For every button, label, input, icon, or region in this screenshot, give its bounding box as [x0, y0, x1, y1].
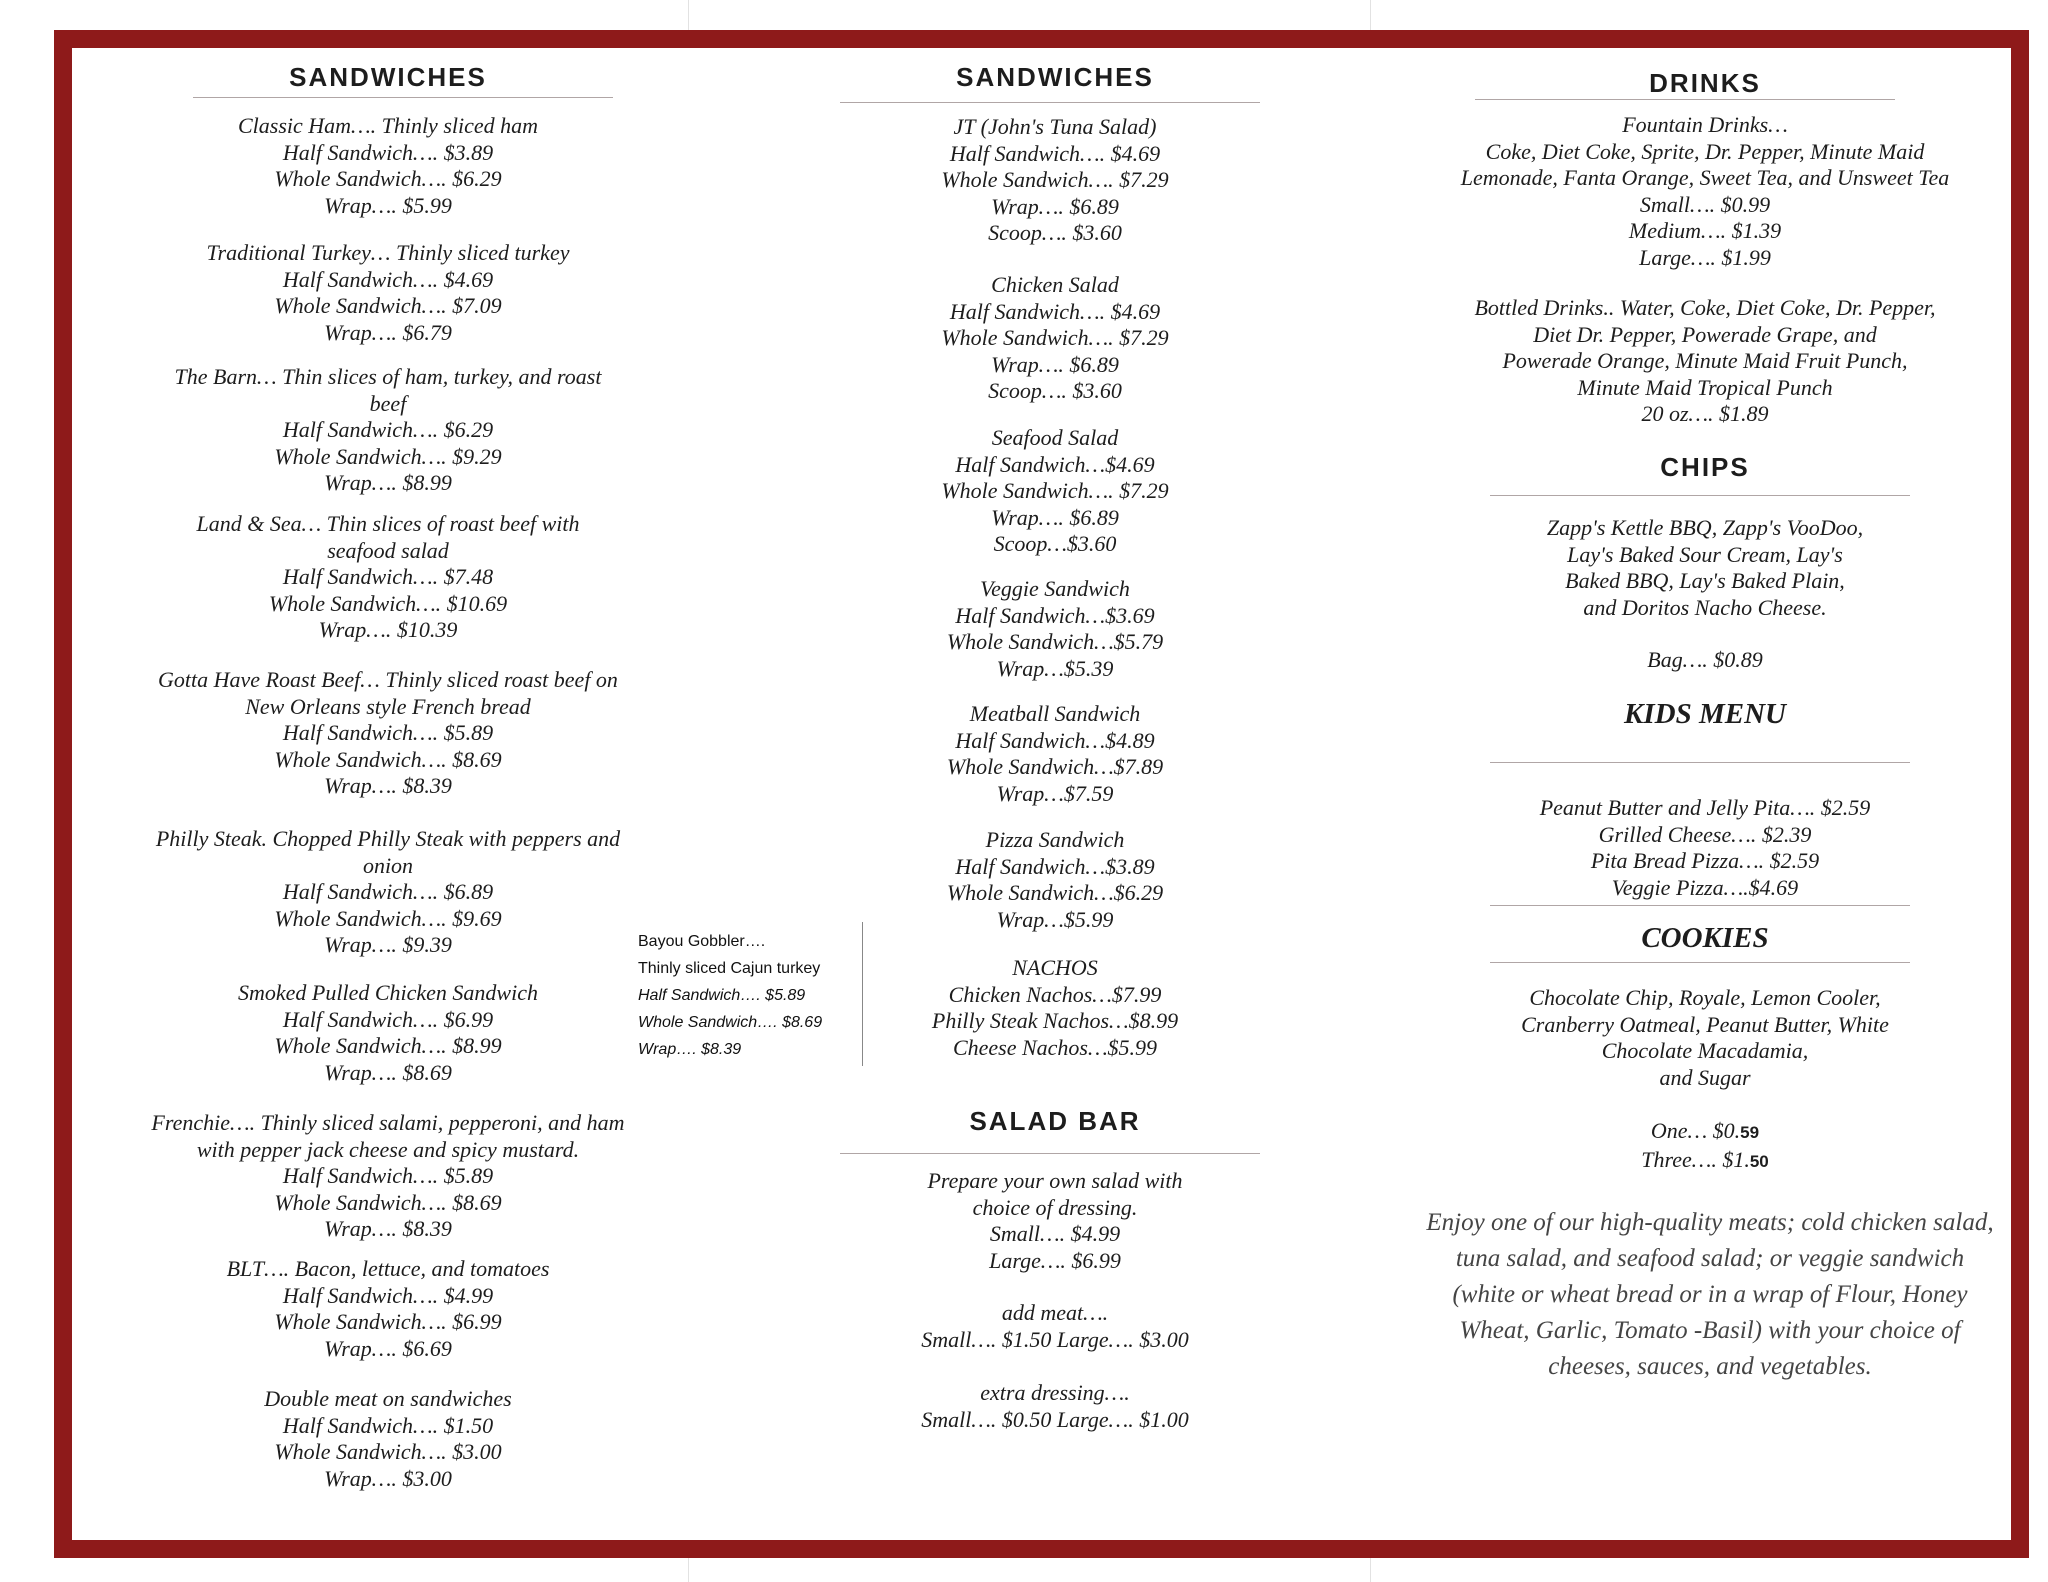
three-cookie-price: [1410, 1147, 2000, 1176]
item-title: The Barn… Thin slices of ham, turkey, and roast beef: [174, 364, 602, 416]
item-title: BLT…. Bacon, lettuce, and tomatoes: [226, 1256, 550, 1281]
small-price: Small…. $0.99: [1639, 191, 1771, 217]
item-title: Traditional Turkey… Thinly sliced turkey: [206, 240, 570, 265]
nachos-line: Cheese Nachos…$5.99: [952, 1034, 1158, 1060]
item-title: Chicken Salad: [991, 272, 1119, 297]
item-title: JT (John's Tuna Salad): [953, 114, 1157, 139]
half-price: Half Sandwich…. $4.99: [282, 1282, 494, 1308]
wrap-price: Wrap…$5.39: [996, 655, 1114, 681]
half-price: Half Sandwich…$3.89: [955, 853, 1155, 879]
chips-section: [1410, 515, 2000, 674]
wrap-price: Wrap…. $8.69: [324, 1059, 452, 1085]
extra-dressing-title: extra dressing….: [980, 1380, 1130, 1405]
bag-price: Bag…. $0.89: [1647, 647, 1763, 672]
half-price: Half Sandwich…. $7.48: [282, 564, 494, 589]
item-title: Bayou Gobbler….: [638, 933, 766, 950]
half-price: Half Sandwich…. $4.69: [949, 298, 1161, 324]
menu-blurb: Enjoy one of our high-quality meats; cold chicken salad, tuna salad, and seafood salad; or veggie sandwich (white or wheat bread or in a wrap of Flour, Honey Wheat, Garlic, Tomato -Basil) with your choice of cheeses, sauces, and vegetables.: [1426, 1209, 1994, 1380]
large-price: Large…. $6.99: [989, 1247, 1121, 1273]
whole-price: Whole Sandwich…$6.29: [946, 880, 1164, 905]
menu-item-blt: [128, 1256, 648, 1362]
menu-item-gotta-have-roast-beef: [128, 667, 648, 800]
whole-price: Whole Sandwich…$5.79: [946, 629, 1164, 654]
wrap-price: Wrap…. $6.89: [991, 351, 1119, 377]
menu-item-classic-ham: [128, 113, 648, 219]
menu-item-double-meat: [128, 1386, 648, 1492]
bottled-drinks: [1410, 295, 2000, 428]
half-price: Half Sandwich…. $4.69: [949, 140, 1161, 166]
scoop-price: Scoop…$3.60: [993, 531, 1117, 556]
whole-price: Whole Sandwich…. $8.99: [274, 1033, 502, 1058]
menu-item-meatball-sandwich: [830, 701, 1280, 807]
item-title: Land & Sea… Thin slices of roast beef with seafood salad: [196, 511, 580, 563]
item-description: Thinly sliced Cajun turkey: [638, 960, 821, 977]
wrap-price: Wrap…. $6.89: [991, 193, 1119, 219]
chips-line: Lay's Baked Sour Cream, Lay's: [1567, 541, 1843, 567]
price-cents: 59: [1740, 1123, 1760, 1142]
drinks-line: Minute Maid Tropical Punch: [1577, 374, 1833, 400]
item-title: Seafood Salad: [991, 425, 1119, 450]
half-price: Half Sandwich…. $1.50: [282, 1412, 494, 1438]
add-meat-title: add meat….: [1001, 1300, 1109, 1325]
cookies-line: and Sugar: [1659, 1064, 1751, 1090]
wrap-price: Wrap…$7.59: [996, 780, 1114, 806]
section-heading: SANDWICHES: [956, 62, 1154, 92]
kids-menu-section: [1410, 795, 2000, 901]
salad-bar-heading: SALAD BAR: [969, 1106, 1141, 1136]
whole-price: Whole Sandwich…. $9.29: [274, 443, 502, 469]
half-price: Half Sandwich…. $6.89: [282, 879, 494, 904]
half-price: Half Sandwich…. $3.89: [282, 139, 494, 165]
whole-price: Whole Sandwich…. $7.29: [941, 325, 1169, 350]
scoop-price: Scoop…. $3.60: [988, 378, 1122, 403]
salad-bar-line: choice of dressing.: [972, 1194, 1138, 1220]
chips-line: and Doritos Nacho Cheese.: [1583, 594, 1827, 620]
scoop-price: Scoop…. $3.60: [988, 220, 1122, 245]
add-meat-prices: Small…. $1.50 Large…. $3.00: [921, 1326, 1189, 1352]
item-title: Frenchie…. Thinly sliced salami, pepperoni, and ham with pepper jack cheese and spicy mustard.: [151, 1110, 625, 1162]
heading-rule: [1490, 962, 1910, 963]
kids-rule: [1490, 905, 1910, 906]
heading-rule: [193, 97, 613, 98]
one-cookie-price: [1410, 1118, 2000, 1147]
drinks-line: Coke, Diet Coke, Sprite, Dr. Pepper, Minute Maid: [1485, 138, 1925, 164]
item-title: NACHOS: [1012, 955, 1098, 980]
price-cents: 50: [1749, 1151, 1769, 1171]
item-title: Pizza Sandwich: [985, 827, 1125, 852]
drinks-line: Diet Dr. Pepper, Powerade Grape, and: [1533, 321, 1877, 347]
menu-item-philly-steak: [128, 826, 648, 959]
menu-item-pizza-sandwich: [830, 827, 1280, 933]
whole-price: Whole Sandwich…. $8.69: [274, 1189, 502, 1215]
item-title: Philly Steak. Chopped Philly Steak with peppers and onion: [155, 826, 621, 878]
whole-price: Whole Sandwich…. $7.09: [274, 293, 502, 318]
wrap-price: Wrap…. $8.39: [324, 1216, 452, 1241]
half-price: Half Sandwich…$4.89: [955, 727, 1155, 753]
chips-line: Zapp's Kettle BBQ, Zapp's VooDoo,: [1546, 515, 1864, 540]
cookies-line: Chocolate Chip, Royale, Lemon Cooler,: [1529, 985, 1881, 1010]
half-price: Half Sandwich…. $5.89: [282, 720, 494, 745]
half-price: Half Sandwich…. $6.99: [282, 1006, 494, 1032]
item-title: Smoked Pulled Chicken Sandwich: [238, 980, 538, 1005]
whole-price: Whole Sandwich…. $6.29: [274, 166, 502, 191]
menu-item-jt-tuna: [830, 114, 1280, 247]
half-price: Half Sandwich…$4.69: [955, 451, 1155, 477]
drinks-line: Lemonade, Fanta Orange, Sweet Tea, and Unsweet Tea: [1460, 165, 1950, 190]
whole-price: Whole Sandwich…. $3.00: [274, 1439, 502, 1464]
wrap-price: Wrap…. $9.39: [324, 932, 452, 957]
whole-price: Whole Sandwich…$7.89: [946, 754, 1164, 779]
kids-line: Grilled Cheese…. $2.39: [1598, 821, 1812, 847]
menu-item-frenchie: [128, 1110, 648, 1243]
whole-price: Whole Sandwich…. $9.69: [274, 905, 502, 931]
drinks-line: Powerade Orange, Minute Maid Fruit Punch,: [1502, 348, 1908, 373]
wrap-price: Wrap…. $3.00: [324, 1465, 452, 1491]
half-price: Half Sandwich…. $5.89: [282, 1163, 494, 1188]
item-title: Veggie Sandwich: [980, 576, 1130, 601]
menu-item-land-and-sea: [128, 511, 648, 644]
item-title: Double meat on sandwiches: [264, 1386, 512, 1411]
chips-line: Baked BBQ, Lay's Baked Plain,: [1565, 568, 1845, 593]
salad-bar-line: Prepare your own salad with: [927, 1168, 1183, 1193]
cookies-section: [1410, 985, 2000, 1175]
section-heading: SANDWICHES: [289, 62, 487, 92]
drinks-line: Fountain Drinks…: [1622, 112, 1788, 137]
chips-heading: CHIPS: [1660, 452, 1750, 482]
menu-item-chicken-salad: [830, 272, 1280, 405]
heading-rule: [840, 1153, 1260, 1154]
half-price: Half Sandwich…. $5.89: [638, 987, 806, 1004]
heading-rule: [840, 102, 1260, 103]
heading-rule: [1475, 99, 1895, 100]
fountain-drinks: [1410, 112, 2000, 271]
kids-line: Pita Bread Pizza…. $2.59: [1590, 848, 1820, 873]
kids-line: Peanut Butter and Jelly Pita…. $2.59: [1539, 795, 1871, 820]
heading-rule: [1490, 762, 1910, 763]
bayou-gobbler-insert: [638, 928, 858, 1063]
wrap-price: Wrap…. $6.69: [324, 1335, 452, 1361]
menu-item-nachos: [830, 955, 1280, 1061]
wrap-price: Wrap…. $6.79: [324, 319, 452, 345]
wrap-price: Wrap…. $5.99: [324, 192, 452, 218]
cookies-line: Cranberry Oatmeal, Peanut Butter, White: [1521, 1011, 1889, 1037]
menu-item-traditional-turkey: [128, 240, 648, 346]
drinks-heading: DRINKS: [1649, 68, 1761, 98]
price-prefix: One… $0.: [1650, 1118, 1741, 1143]
nachos-line: Philly Steak Nachos…$8.99: [931, 1008, 1179, 1033]
wrap-price: Wrap…$5.99: [996, 906, 1114, 932]
kids-line: Veggie Pizza….$4.69: [1611, 874, 1799, 900]
whole-price: Whole Sandwich…. $7.29: [941, 478, 1169, 503]
salad-bar-section: [830, 1168, 1280, 1433]
item-title: Gotta Have Roast Beef… Thinly sliced roast beef on New Orleans style French bread: [158, 667, 618, 719]
nachos-line: Chicken Nachos…$7.99: [948, 981, 1162, 1007]
kids-menu-heading: KIDS MENU: [1624, 698, 1786, 730]
half-price: Half Sandwich…. $6.29: [282, 417, 494, 442]
price-prefix: Three…. $1.: [1641, 1146, 1750, 1172]
half-price: Half Sandwich…$3.69: [955, 602, 1155, 628]
drinks-line: Bottled Drinks.. Water, Coke, Diet Coke, Dr. Pepper,: [1474, 295, 1936, 320]
menu-item-smoked-pulled-chicken: [128, 980, 648, 1086]
whole-price: Whole Sandwich…. $8.69: [274, 746, 502, 772]
menu-item-the-barn: [128, 364, 648, 497]
whole-price: Whole Sandwich…. $8.69: [638, 1014, 823, 1031]
half-price: Half Sandwich…. $4.69: [282, 266, 494, 292]
wrap-price: Wrap…. $8.39: [324, 773, 452, 798]
whole-price: Whole Sandwich…. $6.99: [274, 1309, 502, 1334]
heading-rule: [1490, 495, 1910, 496]
wrap-price: Wrap…. $6.89: [991, 504, 1119, 530]
wrap-price: Wrap…. $8.39: [638, 1041, 742, 1058]
wrap-price: Wrap…. $8.99: [324, 470, 452, 495]
cookies-line: Chocolate Macadamia,: [1601, 1038, 1809, 1063]
whole-price: Whole Sandwich…. $10.69: [268, 590, 508, 616]
whole-price: Whole Sandwich…. $7.29: [941, 167, 1169, 192]
menu-item-seafood-salad: [830, 425, 1280, 558]
wrap-price: Wrap…. $10.39: [318, 617, 458, 642]
bottle-price: 20 oz…. $1.89: [1641, 401, 1769, 426]
large-price: Large…. $1.99: [1639, 244, 1771, 270]
cookies-heading: COOKIES: [1641, 922, 1769, 954]
item-title: Meatball Sandwich: [969, 701, 1141, 726]
item-title: Classic Ham…. Thinly sliced ham: [237, 113, 539, 138]
small-price: Small…. $4.99: [989, 1221, 1121, 1246]
menu-item-veggie-sandwich: [830, 576, 1280, 682]
medium-price: Medium…. $1.39: [1628, 218, 1782, 243]
extra-dressing-prices: Small…. $0.50 Large…. $1.00: [921, 1406, 1189, 1432]
